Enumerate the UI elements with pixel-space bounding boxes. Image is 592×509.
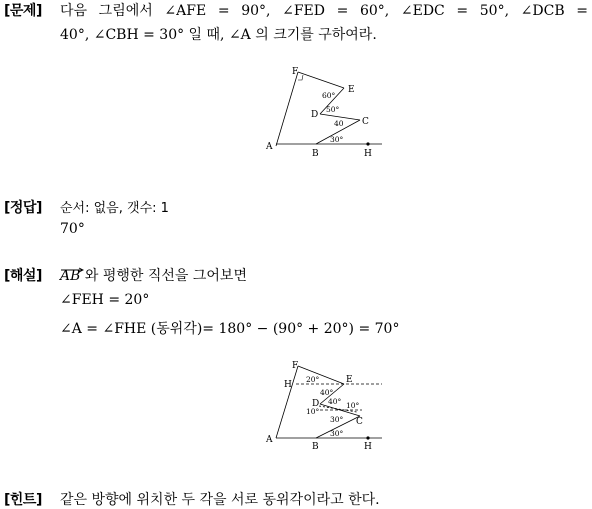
point-label: H: [364, 442, 372, 452]
answer-meta: 순서: 없음, 갯수: 1: [60, 201, 169, 216]
point-label: B: [312, 442, 319, 452]
point-label: B: [312, 149, 319, 158]
solution-figure: [262, 356, 388, 454]
hint-tag: [힌트]: [4, 492, 42, 508]
angle-label: 40: [334, 119, 344, 128]
point-H-dot: [366, 436, 369, 439]
line-FE: [298, 366, 344, 384]
point-label: H: [284, 380, 292, 390]
point-label: C: [362, 117, 369, 127]
line-FE: [298, 72, 344, 88]
solution-line-1-text: 와 평행한 직선을 그어보면: [80, 268, 247, 284]
angle-label: 40°: [320, 388, 334, 397]
point-label: F: [292, 361, 299, 371]
angle-label: 30°: [330, 415, 344, 424]
solution-line-3: ∠A = ∠FHE (동위각)= 180° − (90° + 20°) = 70°: [60, 321, 400, 337]
problem-tag: [문제]: [4, 3, 42, 19]
solution-tag: [해설]: [4, 268, 42, 284]
problem-line-2: 40°, ∠CBH = 30° 일 때, ∠A 의 크기를 구하여라.: [60, 27, 377, 43]
problem-line-1: 다음 그림에서 ∠AFE = 90°, ∠FED = 60°, ∠EDC = 50°, ∠DCB =: [60, 3, 588, 19]
angle-label: 60°: [322, 91, 336, 100]
point-label: C: [356, 417, 363, 427]
angle-label: 10°: [306, 407, 320, 416]
angle-label: 30°: [330, 429, 344, 438]
line-AF: [276, 366, 298, 438]
point-label: D: [312, 399, 320, 409]
hint-text: 같은 방향에 위치한 두 각을 서로 동위각이라고 한다.: [60, 492, 380, 508]
angle-label: 10°: [346, 401, 360, 410]
problem-figure: [262, 62, 388, 158]
angle-label: 20°: [306, 375, 320, 384]
answer-value: 70°: [60, 221, 85, 237]
angle-label: 40°: [328, 397, 342, 406]
point-label: E: [346, 375, 353, 385]
line-AF: [276, 72, 298, 146]
point-label: E: [348, 85, 355, 95]
point-label: A: [266, 142, 273, 152]
angle-label: 30°: [330, 135, 344, 144]
solution-line-2: ∠FEH = 20°: [60, 292, 150, 308]
point-H-dot: [366, 142, 369, 145]
point-label: A: [266, 435, 273, 445]
vector-label: AB: [60, 268, 81, 284]
point-label: D: [311, 110, 319, 120]
angle-label: 50°: [326, 105, 340, 114]
vector-arrow-icon: [60, 267, 80, 273]
answer-tag: [정답]: [4, 200, 42, 216]
point-label: F: [292, 67, 299, 77]
point-label: H: [364, 149, 372, 158]
vector-ab: [60, 268, 80, 284]
solution-line-1: [60, 265, 247, 285]
